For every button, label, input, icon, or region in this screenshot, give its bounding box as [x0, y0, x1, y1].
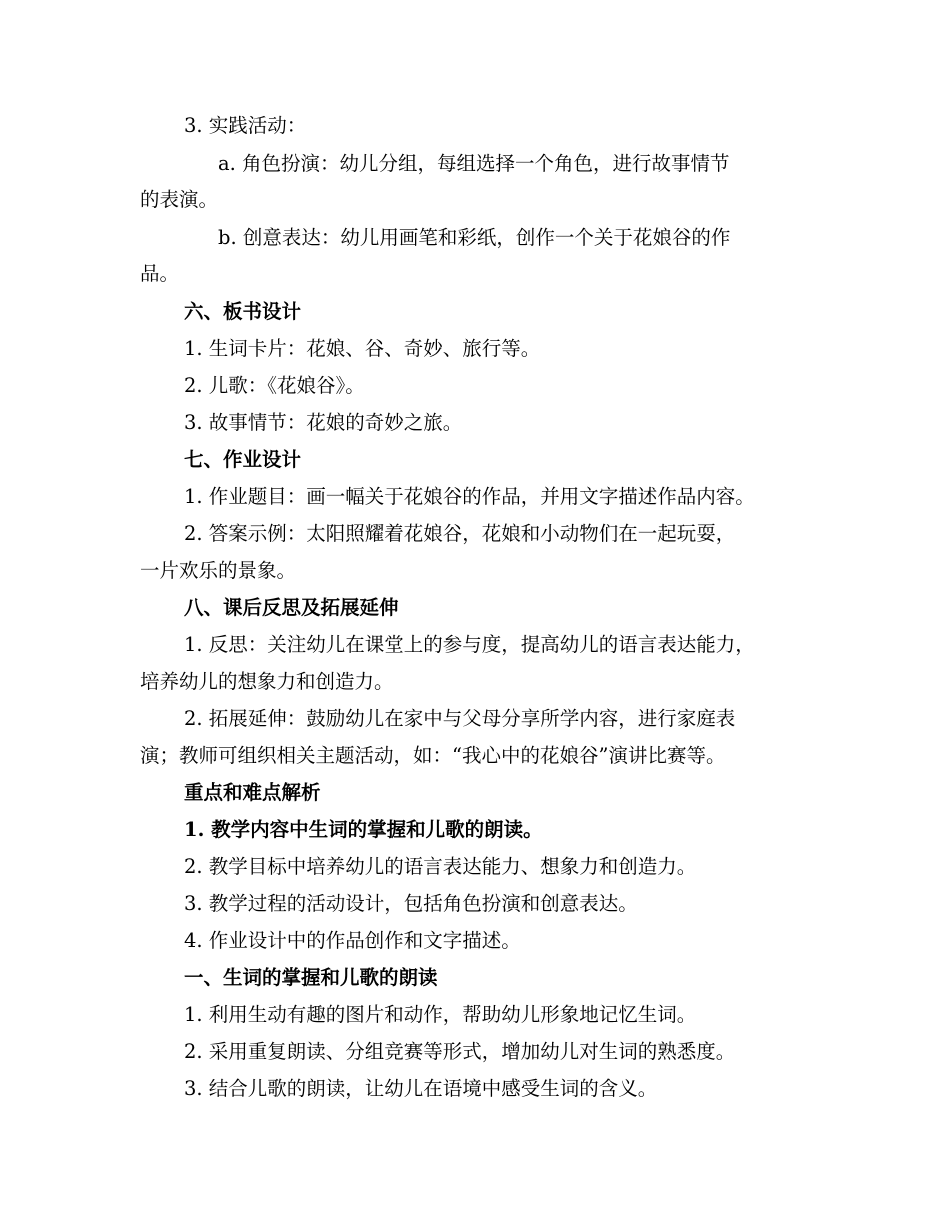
paragraph-continuation: 演；教师可组织相关主题活动，如：“我心中的花娘谷”演讲比赛等。	[140, 744, 726, 767]
sub-list-item: a. 角色扮演：幼儿分组，每组选择一个角色，进行故事情节	[218, 152, 730, 175]
section-heading: 重点和难点解析	[184, 781, 321, 804]
paragraph-continuation: 品。	[140, 262, 180, 285]
paragraph-continuation: 的表演。	[140, 188, 219, 211]
paragraph-continuation: 一片欢乐的景象。	[140, 559, 297, 582]
list-item: 2. 儿歌：《花娘谷》。	[184, 374, 365, 397]
section-heading: 一、生词的掌握和儿歌的朗读	[184, 966, 438, 989]
list-item: 2. 拓展延伸：鼓励幼儿在家中与父母分享所学内容，进行家庭表	[184, 707, 736, 730]
section-heading: 六、板书设计	[184, 300, 302, 323]
list-item: 1. 利用生动有趣的图片和动作，帮助幼儿形象地记忆生词。	[184, 1003, 697, 1026]
list-item: 3. 教学过程的活动设计，包括角色扮演和创意表达。	[184, 892, 638, 915]
sub-list-item: b. 创意表达：幼儿用画笔和彩纸，创作一个关于花娘谷的作	[218, 226, 731, 249]
list-item: 1. 教学内容中生词的掌握和儿歌的朗读。	[184, 818, 543, 841]
list-item: 2. 答案示例：太阳照耀着花娘谷，花娘和小动物们在一起玩耍，	[184, 522, 736, 545]
list-item: 2. 教学目标中培养幼儿的语言表达能力、想象力和创造力。	[184, 855, 697, 878]
list-item: 3. 实践活动：	[184, 114, 307, 137]
list-item: 1. 生词卡片：花娘、谷、奇妙、旅行等。	[184, 337, 541, 360]
section-heading: 七、作业设计	[184, 448, 302, 471]
list-item: 3. 故事情节：花娘的奇妙之旅。	[184, 411, 463, 434]
list-item: 1. 反思：关注幼儿在课堂上的参与度，提高幼儿的语言表达能力，	[184, 633, 755, 656]
paragraph-continuation: 培养幼儿的想象力和创造力。	[140, 670, 394, 693]
list-item: 3. 结合儿歌的朗读，让幼儿在语境中感受生词的含义。	[184, 1077, 658, 1100]
list-item: 1. 作业题目：画一幅关于花娘谷的作品，并用文字描述作品内容。	[184, 485, 755, 508]
section-heading: 八、课后反思及拓展延伸	[184, 596, 399, 619]
list-item: 4. 作业设计中的作品创作和文字描述。	[184, 929, 521, 952]
list-item: 2. 采用重复朗读、分组竞赛等形式，增加幼儿对生词的熟悉度。	[184, 1040, 736, 1063]
